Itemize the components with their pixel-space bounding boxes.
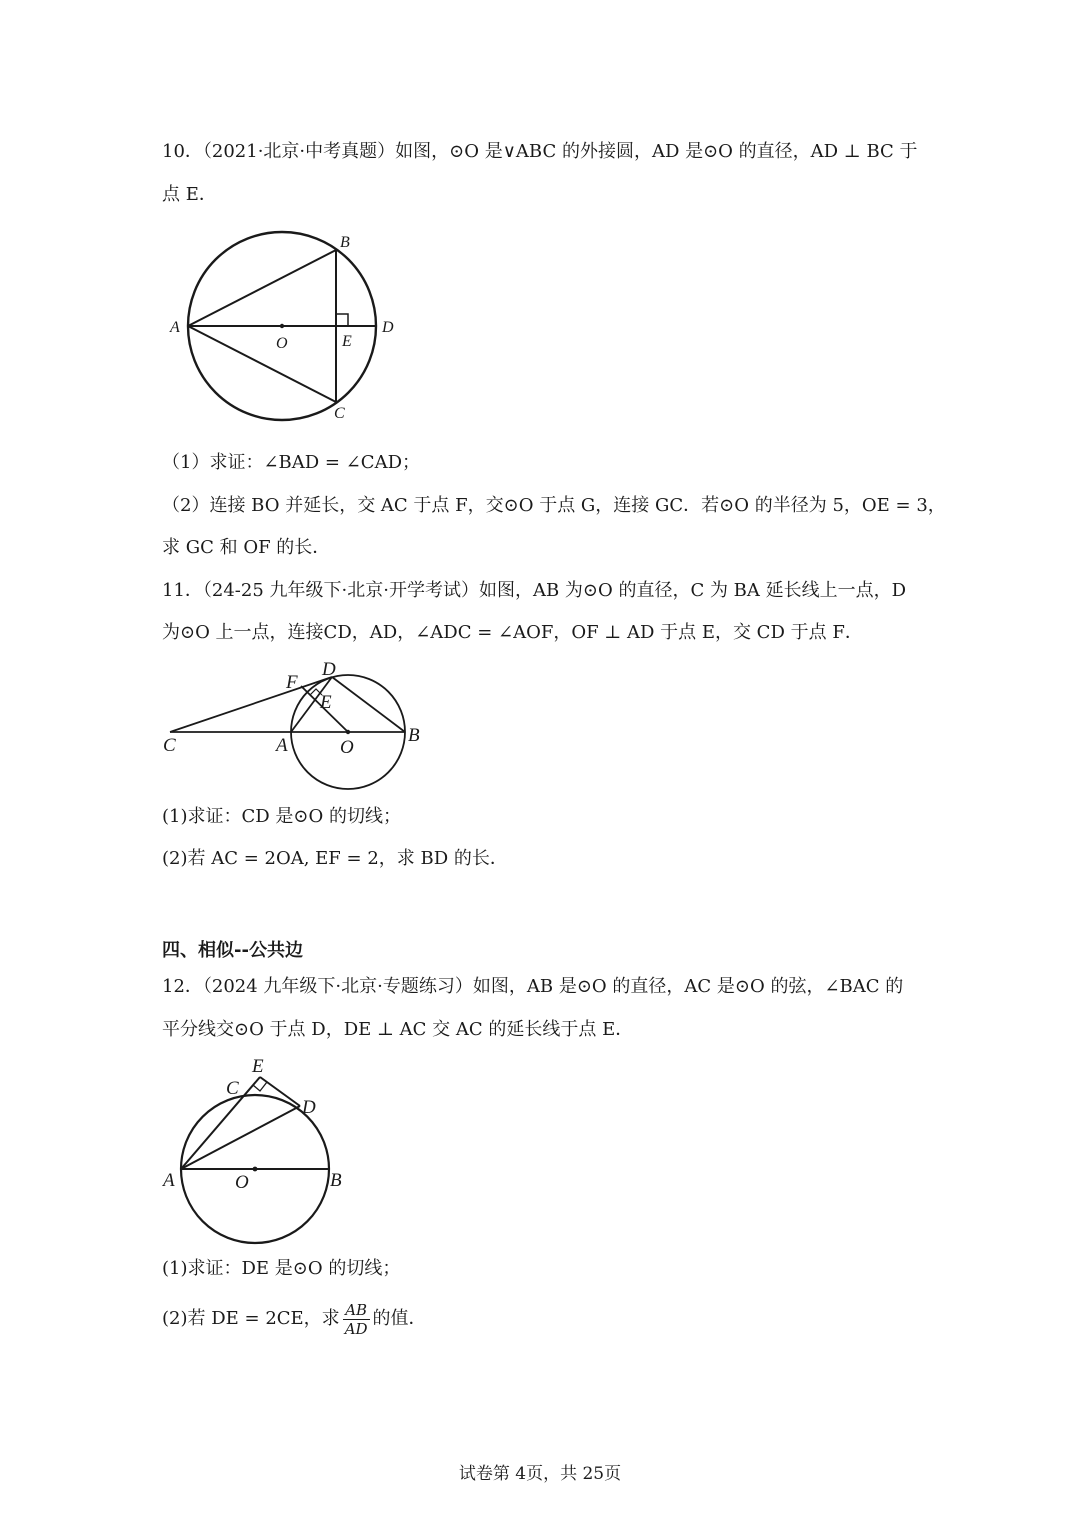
q11-label-B: B [408, 725, 420, 746]
q12-center-dot [253, 1167, 258, 1172]
q12-figure [160, 1052, 360, 1247]
q10-label-E: E [342, 333, 352, 350]
q12-label-C: C [226, 1078, 239, 1099]
q12-stem-line2: 平分线交⊙O 于点 D，DE ⊥ AC 交 AC 的延长线于点 E． [162, 1019, 634, 1040]
section-heading: 四、相似--公共边 [162, 940, 303, 961]
q10-part2-line1: （2）连接 BO 并延长，交 AC 于点 F，交⊙O 于点 G，连接 GC．若⊙O 的半径为 5，OE = 3， [162, 495, 946, 516]
q11-figure [160, 656, 430, 806]
q12-stem-line1: 12．（2024 九年级下·北京·专题练习）如图，AB 是⊙O 的直径，AC 是⊙O 的弦，∠BAC 的 [162, 976, 904, 997]
q12-part2 [162, 1298, 932, 1340]
q12-label-E: E [252, 1056, 264, 1077]
q11-label-E: E [320, 692, 332, 713]
q12-fraction [343, 1301, 370, 1338]
q11-label-F: F [286, 672, 298, 693]
q11-line-CD [170, 677, 332, 732]
q10-label-D: D [382, 319, 394, 336]
q11-stem-line2: 为⊙O 上一点，连接CD，AD，∠ADC = ∠AOF，OF ⊥ AD 于点 E，交 CD 于点 F． [162, 622, 863, 643]
q11-line-DB [332, 677, 405, 732]
q10-figure [160, 228, 410, 428]
q10-stem-line2: 点 E． [162, 184, 217, 205]
q11-label-O: O [340, 737, 354, 758]
q11-part2: (2)若 AC = 2OA, EF = 2，求 BD 的长． [162, 848, 508, 869]
page-footer: 试卷第 4页，共 25页 [458, 1464, 622, 1484]
q12-label-A: A [163, 1170, 175, 1191]
q10-right-angle-mark [336, 314, 348, 326]
q12-part2-suffix: 的值． [372, 1308, 427, 1329]
q10-part1: （1）求证：∠BAD = ∠CAD； [162, 452, 421, 473]
q10-label-B: B [340, 234, 350, 251]
q10-part2-line2: 求 GC 和 OF 的长． [162, 537, 331, 558]
q12-label-O: O [235, 1172, 249, 1193]
q11-part1: (1)求证：CD 是⊙O 的切线； [162, 806, 401, 827]
q10-label-C: C [334, 405, 345, 422]
q12-fraction-denominator: AD [344, 1319, 368, 1338]
q12-label-B: B [330, 1170, 342, 1191]
q12-line-AE [181, 1077, 260, 1169]
q10-segment-AB [188, 250, 336, 326]
q10-label-A: A [170, 319, 180, 336]
q11-center-dot [346, 730, 350, 734]
q10-center-dot [280, 324, 284, 328]
q10-stem-line1: 10．（2021·北京·中考真题）如图，⊙O 是∨ABC 的外接圆，AD 是⊙O 的直径，AD ⊥ BC 于 [162, 141, 918, 162]
q12-label-D: D [302, 1097, 316, 1118]
q11-label-C: C [163, 735, 176, 756]
q11-stem-line1: 11．（24-25 九年级下·北京·开学考试）如图，AB 为⊙O 的直径，C 为 BA 延长线上一点，D [162, 580, 907, 601]
q12-part1: (1)求证：DE 是⊙O 的切线； [162, 1258, 401, 1279]
q10-segment-AC [188, 326, 336, 402]
q12-line-AD [181, 1106, 300, 1169]
q11-label-D: D [322, 659, 336, 680]
q12-part2-prefix: (2)若 DE = 2CE，求 [162, 1308, 340, 1329]
q10-label-O: O [276, 335, 288, 352]
q11-label-A: A [276, 735, 288, 756]
q12-fraction-numerator: AB [343, 1301, 370, 1320]
q12-line-ED [260, 1077, 300, 1106]
